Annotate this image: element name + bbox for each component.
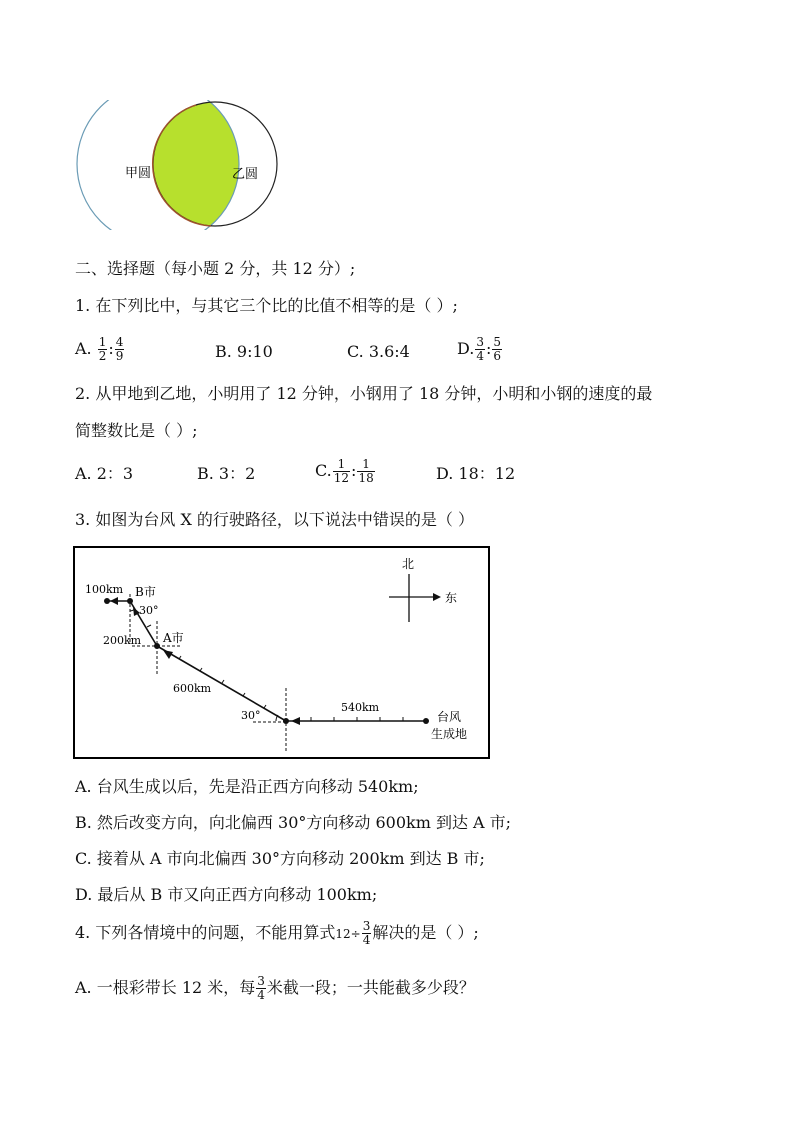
label-city-b: B市: [135, 585, 156, 599]
label-origin-line1: 台风: [437, 710, 462, 724]
label-origin-line2: 生成地: [431, 727, 468, 741]
q2-stem-line1: 2. 从甲地到乙地，小明用了 12 分钟，小钢用了 18 分钟，小明和小钢的速度的最: [75, 384, 653, 403]
label-200km: 200km: [103, 634, 142, 647]
compass-east-label: 东: [445, 591, 458, 605]
q4-stem: 4. 下列各情境中的问题，不能用算式12÷ $\frac{3}{4}$ 解决的是（ ）;: [75, 919, 479, 947]
section-title: 二、选择题（每小题 2 分，共 12 分）;: [75, 259, 356, 278]
point-origin: [423, 718, 429, 724]
venn-diagram: [70, 100, 300, 230]
point-start-turn: [283, 718, 289, 724]
q3-option-b: B. 然后改变方向，向北偏西 30°方向移动 600km 到达 A 市;: [75, 813, 512, 832]
q3-option-c: C. 接着从 A 市向北偏西 30°方向移动 200km 到达 B 市;: [75, 849, 485, 868]
q2-option-c: C. $\frac{1}{12}$ : $\frac{1}{18}$: [315, 457, 374, 485]
q1-option-d: D. $\frac{3}{4}$ : $\frac{5}{6}$: [457, 335, 502, 363]
q2-stem-line2: 简整数比是（ ）;: [75, 421, 198, 440]
label-angle-start: 30°: [241, 709, 261, 722]
arrow-100km: [110, 597, 118, 605]
venn-overlap: [77, 100, 239, 230]
q1-option-c: C. 3.6:4: [347, 342, 410, 361]
q2-option-a: A. 2：3: [75, 464, 134, 483]
q3-stem: 3. 如图为台风 X 的行驶路径，以下说法中错误的是（ ）: [75, 510, 475, 529]
tick-200km: [147, 625, 151, 627]
q2-option-d: D. 18：12: [436, 464, 516, 483]
arrow-540km: [291, 717, 300, 725]
compass-north-label: 北: [402, 557, 415, 571]
q3-option-a: A. 台风生成以后，先是沿正西方向移动 540km;: [75, 777, 419, 796]
label-angle-b: 30°: [139, 604, 159, 617]
venn-right-label: 乙圆: [232, 167, 259, 182]
compass-east-arrow: [433, 593, 441, 601]
venn-left-label: 甲圆: [125, 166, 152, 181]
q1-stem: 1. 在下列比中，与其它三个比的比值不相等的是（ ）;: [75, 296, 458, 315]
point-city-b: [127, 598, 133, 604]
label-city-a: A市: [163, 631, 184, 645]
q4-option-a: A. 一根彩带长 12 米，每 $\frac{3}{4}$ 米截一段；一共能截多少段？: [75, 974, 475, 1002]
label-600km: 600km: [173, 682, 212, 695]
label-540km: 540km: [341, 701, 380, 714]
arrow-600km: [163, 650, 173, 659]
label-100km: 100km: [85, 583, 124, 596]
typhoon-path-map: [73, 546, 490, 759]
q1-option-a: A. $\frac{1}{2}$ : $\frac{4}{9}$: [75, 335, 124, 363]
q3-option-d: D. 最后从 B 市又向正西方向移动 100km;: [75, 885, 378, 904]
q1-option-b: B. 9:10: [215, 342, 273, 361]
q2-option-b: B. 3：2: [197, 464, 256, 483]
point-city-a: [154, 643, 160, 649]
map-frame: [74, 547, 489, 758]
point-end: [104, 598, 110, 604]
